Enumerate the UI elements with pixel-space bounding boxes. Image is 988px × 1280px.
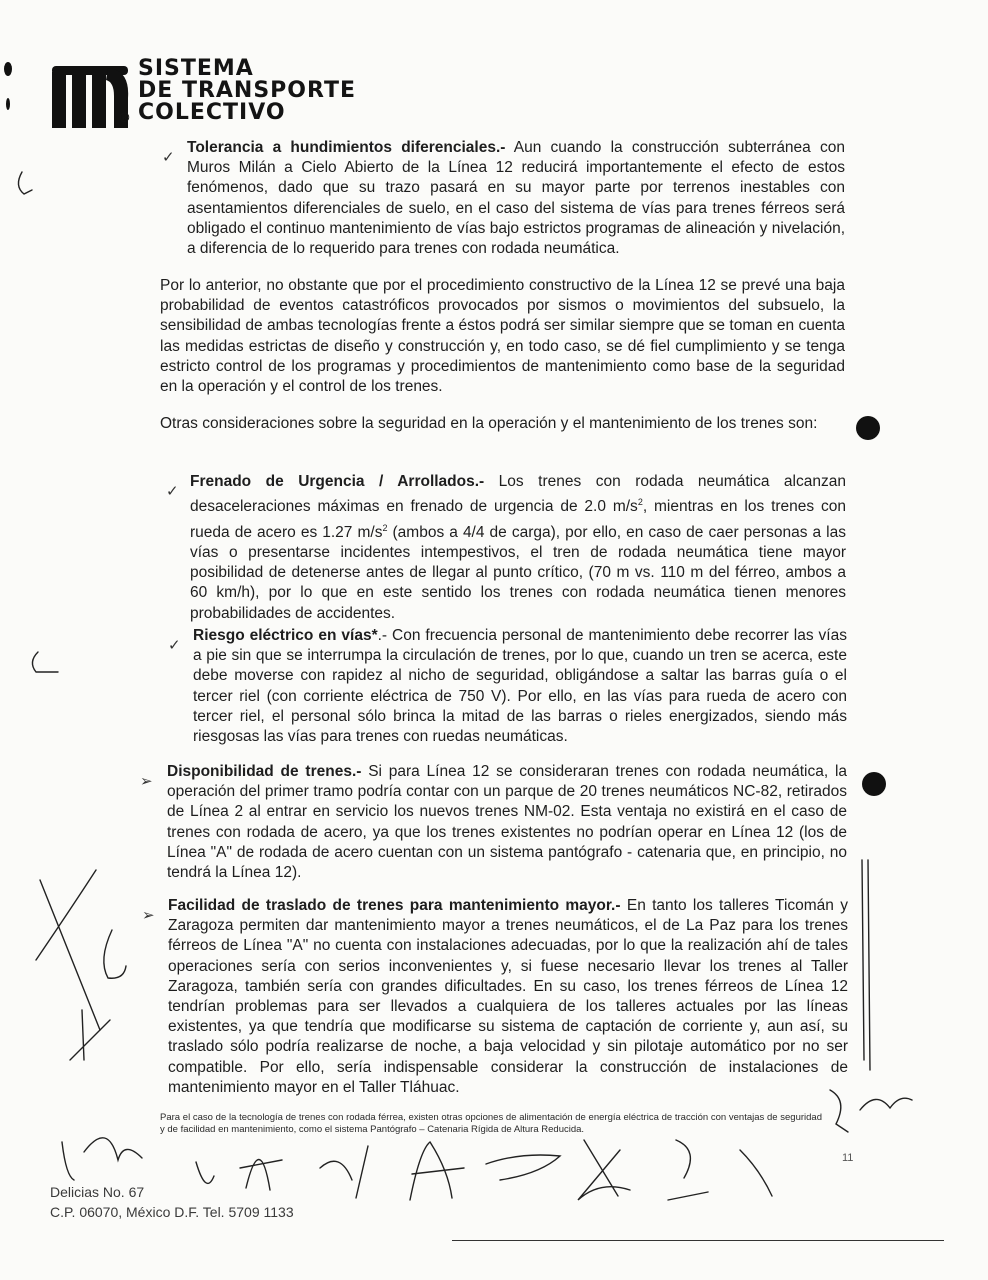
arrow-bullet-icon: ➢ (142, 906, 155, 924)
page-number: 11 (842, 1152, 854, 1164)
check-bullet-icon: ✓ (166, 482, 179, 500)
signature (740, 1150, 772, 1196)
margin-bar-mark (862, 860, 870, 1070)
margin-mark (32, 652, 58, 672)
signature (240, 1159, 282, 1190)
section-title: Riesgo eléctrico en vías (193, 627, 372, 644)
paragraph-por-lo-anterior: Por lo anterior, no obstante que por el procedimiento constructivo de la Línea 12 se prevé una baja probabilidad de eventos catastróficos provocados por sismos o movimientos del subsuelo, la sensibilidad de ambas tecnologías frente a éstos podrá ser similar siempre que se toman en cuenta las medidas estrictas de diseño y construcción y, en todo caso, se dé fiel cumplimiento y se tenga estricto control de los programas y procedimientos de mantenimiento como base de la seguridad en la operación y el control de los trenes. (160, 277, 845, 396)
section-title: Tolerancia a hundimientos diferenciales.- (187, 139, 506, 156)
section-title: Facilidad de traslado de trenes para mantenimiento mayor.- (168, 897, 621, 914)
section-body: En tanto los talleres Ticomán y Zaragoza permiten dar mantenimiento mayor a trenes neumáticos, el de La Paz para los trenes férreos de Línea "A" no cuenta con instalaciones adecuadas, por lo que la realización ahí de tales operaciones sería con serios inconvenientes y, si fuese necesario llevar los trenes al Taller Zaragoza, también sería con grandes dificultades. En su caso, los trenes férreos de Línea 12 tendrían problemas para ser llevados a cualquiera de los talleres actuales por las líneas existentes, ya que tendría que modificarse su sistema de captación de corriente y, aun así, su traslado sólo podría realizarse de noche, a baja velocidad y sin pilotaje automático por no ser compatible. Por ello, sería indispensable considerar la construcción de instalaciones de mantenimiento mayor en el Taller Tláhuac. (168, 897, 848, 1096)
signature (830, 1090, 848, 1132)
section-title: Frenado de Urgencia / Arrollados.- (190, 473, 485, 490)
margin-mark (860, 1098, 912, 1110)
margin-mark (104, 930, 126, 978)
section-body-b: , mientras en los trenes con rueda de acero es 1.27 m/s (190, 498, 847, 541)
signature (486, 1155, 560, 1180)
signature (62, 1138, 142, 1180)
margin-mark (70, 1010, 110, 1060)
margin-cross-mark (36, 870, 100, 1030)
logo-line-3: COLECTIVO (138, 100, 286, 125)
signature (196, 1162, 214, 1183)
check-bullet-icon: ✓ (168, 636, 181, 654)
section-body-c: (ambos a 4/4 de carga), por ello, en caso de caer personas a las vías o presentarse incidentes intempestivos, el tren de rodada neumática tiene mayor posibilidad de detenerse antes de llegar al punto crítico, (70 m vs. 110 m del férreo, ambos a 60 km/h), por lo que en este sentido los trenes con rodada neumática tienen menores probabilidades de accidentes. (190, 523, 846, 622)
registered-mark: ® (118, 111, 132, 126)
section-body: Aun cuando la construcción subterránea con Muros Milán a Cielo Abierto de la Línea 12 reducirá importantemente el efecto de estos fenómenos, dado que su trazo pasará en su mayor parte por terrenos inestables con asentamientos diferenciales de suelo, en el caso del sistema de vías para trenes férreos será obligado el continuo mantenimiento de vías bajo estrictos programas de alineación y nivelación, a diferencia de lo requerido para trenes con rodada neumática. (187, 139, 845, 258)
superscript: 2 (382, 522, 388, 533)
logo-line-1: SISTEMA (138, 56, 254, 81)
arrow-bullet-icon: ➢ (140, 772, 153, 790)
footnote-marker: * (371, 627, 378, 644)
logo-line-2: DE TRANSPORTE (138, 78, 356, 103)
signature (668, 1140, 708, 1200)
signature (410, 1142, 464, 1200)
section-body-a: Los trenes con rodada neumática alcanzan desaceleraciones máximas en frenado de urgencia de 2.0 m/s (190, 473, 846, 516)
superscript: 2 (637, 497, 643, 508)
margin-mark (18, 172, 32, 194)
address-line-2: C.P. 06070, México D.F. Tel. 5709 1133 (50, 1204, 294, 1220)
signature (578, 1140, 630, 1200)
address-line-1: Delicias No. 67 (50, 1184, 145, 1200)
section-body: .- Con frecuencia personal de mantenimiento debe recorrer las vías a pie sin que se interrumpa la circulación de trenes, por lo que, cuando un tren se acerca, este debe moverse con rapidez al nicho de seguridad, obligándose a saltar las barras guía o el tercer riel (con corriente eléctrica de 750 V). Por ello, en las vías para rueda de acero con tercer riel, el personal sólo brinca la mitad de las barras o rieles energizados, siendo más riesgosas las vías para trenes con ruedas neumáticas. (193, 627, 847, 746)
section-title: Disponibilidad de trenes.- (167, 763, 362, 780)
signature (320, 1146, 368, 1198)
footnote: Para el caso de la tecnología de trenes con rodada férrea, existen otras opciones de alimentación de energía eléctrica de tracción con ventajas de seguridad y de facilidad en mantenimiento, como el sistema Pantógrafo – Catenaria Rígida de Altura Reducida. (160, 1112, 822, 1135)
paragraph-otras-consideraciones: Otras consideraciones sobre la seguridad en la operación y el mantenimiento de los trenes son: (160, 415, 818, 432)
section-body: Si para Línea 12 se consideraran trenes con rodada neumática, la operación del primer tramo podría contar con un parque de 20 trenes neumáticos NC-82, retirados de Línea 2 al entrar en servicio los nuevos trenes NM-02. Esta ventaja no existirá en el caso de trenes con rodada de acero, ya que los trenes existentes no podrían operar en Línea 12 (los de Línea "A" de rodada de acero cuentan con un sistema pantógrafo - catenaria que, en principio, no tendrá la Línea 12). (167, 763, 848, 882)
check-bullet-icon: ✓ (162, 148, 175, 166)
